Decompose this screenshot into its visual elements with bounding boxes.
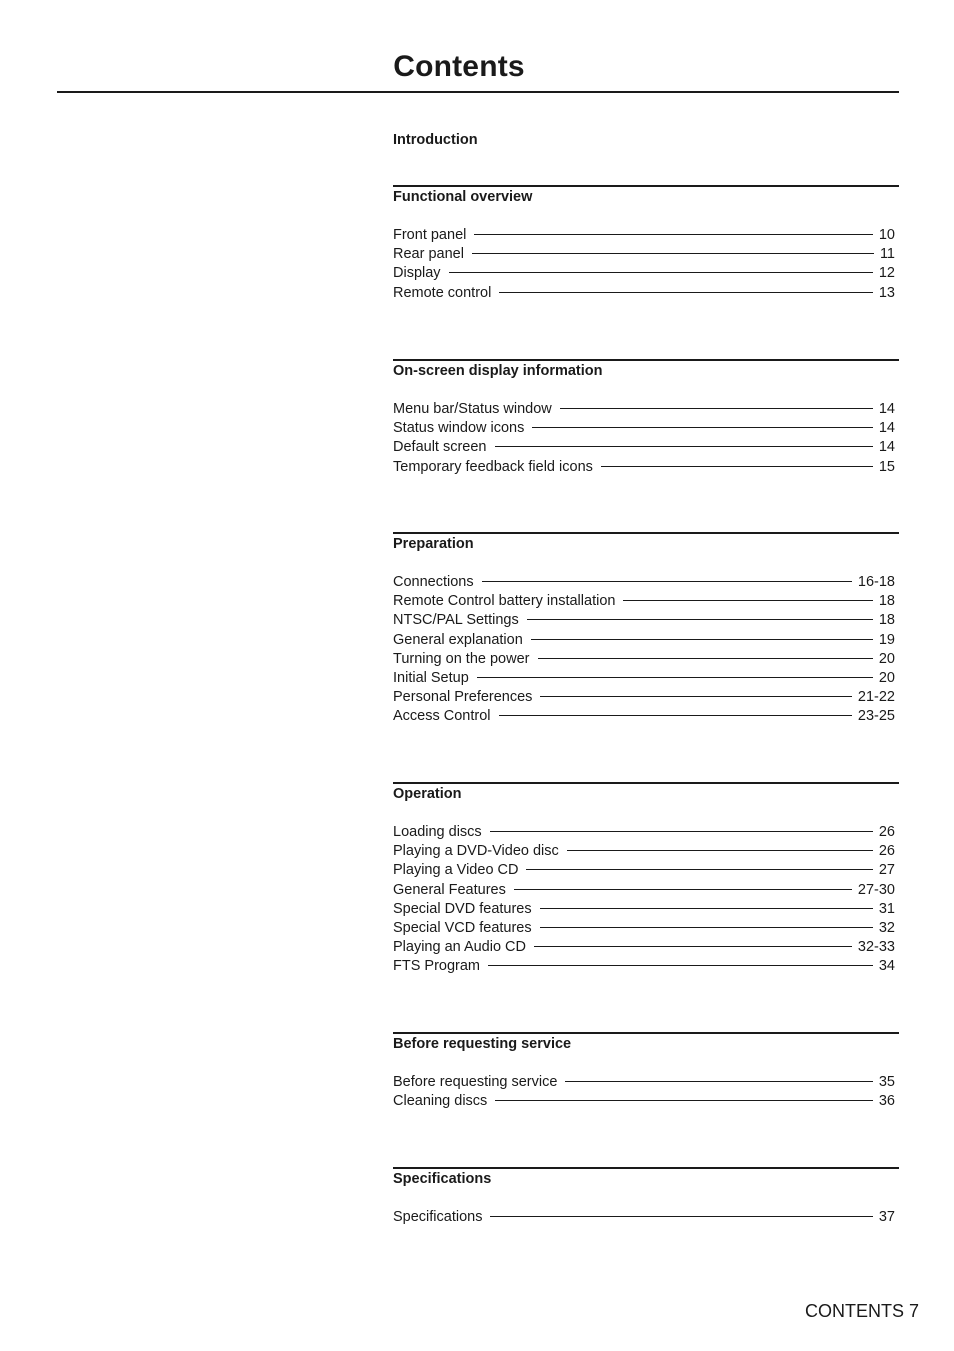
toc-entry xyxy=(393,650,895,669)
toc-entry-label: NTSC/PAL Settings xyxy=(393,612,519,629)
toc-entry-label: Special DVD features xyxy=(393,900,532,917)
dot-leader xyxy=(534,946,852,947)
toc-entry xyxy=(393,823,895,842)
toc-entry-label: Connections xyxy=(393,574,474,590)
dot-leader xyxy=(527,619,873,620)
toc-list xyxy=(393,400,899,477)
section-heading: On-screen display information xyxy=(393,363,603,379)
toc-entry-label: Personal Preferences xyxy=(393,689,533,706)
page-footer: CONTENTS 7 xyxy=(804,1301,919,1321)
toc-entry-label: Menu bar/Status window xyxy=(393,401,552,417)
title-rule xyxy=(57,91,899,93)
toc-entry-label: Turning on the power xyxy=(393,650,530,667)
toc-entry-label: Specifications xyxy=(393,1209,483,1225)
dot-leader xyxy=(540,696,851,697)
toc-entry-label: Rear panel xyxy=(393,246,464,263)
toc-entry-page: 18 xyxy=(878,612,895,629)
toc-entry-label: Special VCD features xyxy=(393,919,532,936)
toc-entry xyxy=(393,438,895,457)
toc-entry xyxy=(393,900,895,919)
toc-entry-page: 10 xyxy=(878,227,895,243)
toc-entry-label: Remote Control battery installation xyxy=(393,593,616,610)
toc-entry-label: Front panel xyxy=(393,227,467,243)
toc-entry-label: Loading discs xyxy=(393,824,482,840)
dot-leader xyxy=(490,831,873,832)
toc-entry-page: 11 xyxy=(879,246,895,263)
toc-entry-page: 32 xyxy=(878,919,895,936)
section-heading: Preparation xyxy=(393,536,474,552)
toc-entry-label: Status window icons xyxy=(393,420,525,437)
toc-list xyxy=(393,573,899,727)
toc-section xyxy=(393,185,899,303)
toc-entry xyxy=(393,1208,895,1227)
dot-leader xyxy=(567,850,873,851)
dot-leader xyxy=(531,639,873,640)
toc-entry-page: 15 xyxy=(878,458,895,475)
toc-entry xyxy=(393,458,895,477)
toc-entry-page: 32-33 xyxy=(857,939,895,956)
dot-leader xyxy=(499,715,852,716)
toc-entry xyxy=(393,707,895,726)
toc-entry xyxy=(393,861,895,880)
dot-leader xyxy=(514,889,852,890)
toc-entry-page: 20 xyxy=(878,669,895,686)
toc-entry-label: Cleaning discs xyxy=(393,1093,488,1110)
toc-list xyxy=(393,823,899,977)
dot-leader xyxy=(601,466,873,467)
toc-section xyxy=(393,130,899,150)
toc-entry xyxy=(393,226,895,245)
dot-leader xyxy=(565,1081,872,1082)
section-heading: Before requesting service xyxy=(393,1036,572,1052)
dot-leader xyxy=(488,965,873,966)
dot-leader xyxy=(560,408,873,409)
dot-leader xyxy=(532,427,872,428)
dot-leader xyxy=(472,253,874,254)
toc-entry-label: Playing an Audio CD xyxy=(393,939,526,956)
toc-entry xyxy=(393,400,895,419)
dot-leader xyxy=(482,581,852,582)
toc-entry-page: 12 xyxy=(878,265,895,282)
toc-entry xyxy=(393,611,895,630)
toc-entry-page: 31 xyxy=(878,900,895,917)
toc-entry-label: Display xyxy=(393,265,441,282)
toc-entry-label: General explanation xyxy=(393,631,523,648)
toc-entry-label: Playing a DVD-Video disc xyxy=(393,843,559,860)
toc-entry xyxy=(393,245,895,264)
toc-entry-page: 19 xyxy=(878,631,895,648)
toc-section xyxy=(393,1032,899,1111)
toc-list xyxy=(393,1073,899,1111)
dot-leader xyxy=(540,927,873,928)
toc-entry xyxy=(393,669,895,688)
dot-leader xyxy=(490,1216,872,1217)
toc-entry-label: Initial Setup xyxy=(393,669,469,686)
toc-entry-page: 26 xyxy=(878,824,895,840)
toc-entry xyxy=(393,592,895,611)
toc-entry-page: 16-18 xyxy=(857,574,895,590)
toc-entry-label: Before requesting service xyxy=(393,1074,558,1090)
dot-leader xyxy=(477,677,873,678)
toc-entry-page: 26 xyxy=(878,843,895,860)
toc-entry xyxy=(393,881,895,900)
section-heading: Operation xyxy=(393,786,462,802)
toc-entry-page: 37 xyxy=(878,1209,895,1225)
toc-list xyxy=(393,226,899,303)
toc-section xyxy=(393,1167,899,1227)
toc-entry xyxy=(393,419,895,438)
toc-entry xyxy=(393,264,895,283)
toc-entry-label: Playing a Video CD xyxy=(393,862,519,879)
toc-entry xyxy=(393,284,895,303)
dot-leader xyxy=(538,658,873,659)
dot-leader xyxy=(623,600,872,601)
toc-entry-page: 27 xyxy=(878,862,895,879)
toc-entry xyxy=(393,688,895,707)
toc-entry-label: Remote control xyxy=(393,284,492,301)
toc-entry xyxy=(393,573,895,592)
dot-leader xyxy=(540,908,873,909)
dot-leader xyxy=(495,1100,873,1101)
toc-entry-page: 21-22 xyxy=(857,689,895,706)
page-title: Contents xyxy=(393,50,525,83)
toc-entry-page: 35 xyxy=(878,1074,895,1090)
section-heading: Introduction xyxy=(393,132,478,148)
toc-entry-page: 27-30 xyxy=(857,881,895,898)
toc-entry-page: 13 xyxy=(878,284,895,301)
toc-entry xyxy=(393,957,895,976)
toc-entry-label: General Features xyxy=(393,881,506,898)
toc-entry-page: 23-25 xyxy=(857,708,895,725)
toc-entry-page: 20 xyxy=(878,650,895,667)
toc-entry-label: Access Control xyxy=(393,708,491,725)
toc-entry-label: Temporary feedback field icons xyxy=(393,458,593,475)
toc-entry-label: Default screen xyxy=(393,439,487,456)
toc-section xyxy=(393,532,899,727)
toc-entry-page: 34 xyxy=(878,958,895,975)
toc-list xyxy=(393,1208,899,1227)
toc-entry xyxy=(393,842,895,861)
toc-entry-page: 18 xyxy=(878,593,895,610)
toc-entry-page: 14 xyxy=(878,420,895,437)
toc-section xyxy=(393,782,899,977)
section-heading: Functional overview xyxy=(393,189,533,205)
toc-section xyxy=(393,359,899,477)
toc-entry xyxy=(393,938,895,957)
toc-entry xyxy=(393,1073,895,1092)
dot-leader xyxy=(474,234,873,235)
dot-leader xyxy=(526,869,872,870)
dot-leader xyxy=(449,272,873,273)
toc-entry xyxy=(393,919,895,938)
dot-leader xyxy=(495,446,873,447)
toc-entry-page: 14 xyxy=(878,439,895,456)
toc-entry xyxy=(393,1092,895,1111)
dot-leader xyxy=(499,292,873,293)
toc-entry-page: 14 xyxy=(878,401,895,417)
toc-entry-label: FTS Program xyxy=(393,958,481,975)
toc-entry-page: 36 xyxy=(878,1093,895,1110)
section-heading: Specifications xyxy=(393,1171,492,1187)
toc-entry xyxy=(393,631,895,650)
